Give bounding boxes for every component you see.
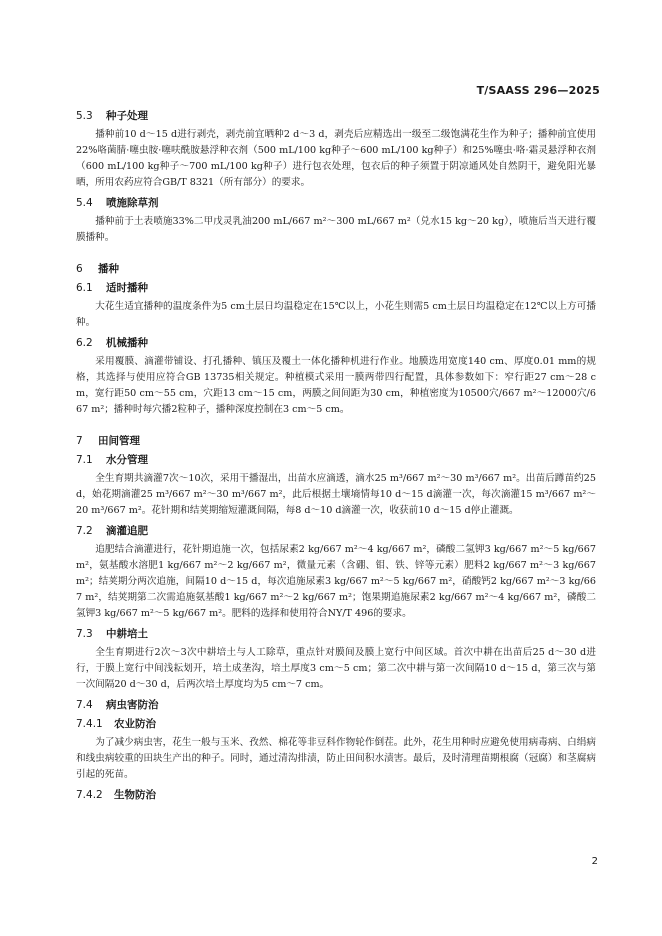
- section-7-4-1-text: 为了减少病虫害，花生一般与玉米、孜然、棉花等非豆科作物轮作倒茬。此外，花生用种时应避免使用病毒病、白绢病和线虫病较重的田块生产出的种子。同时，通过清沟排渍，防止田间积水渍害。最后，及时清理苗期根腐（冠腐）和茎腐病引起的死苗。: [76, 737, 596, 780]
- section-title: 喷施除草剂: [106, 197, 159, 209]
- section-title: 滴灌追肥: [106, 525, 148, 537]
- section-number: 6.2: [76, 337, 93, 349]
- section-7-4-1-heading: [76, 717, 596, 731]
- page-number: 2: [591, 856, 598, 867]
- section-title: 适时播种: [106, 282, 148, 294]
- section-number: 7.1: [76, 454, 93, 466]
- section-7-4-heading: [76, 698, 596, 712]
- section-6-2-heading: [76, 336, 596, 350]
- section-7-3-heading: [76, 627, 596, 641]
- section-7-3-text: 全生育期进行2次～3次中耕培土与人工除草，重点针对膜间及膜上宽行中间区域。首次中耕在出苗后25 d～30 d进行，于膜上宽行中间浅耘划开，培土成垄沟，培土厚度3 cm～5 cm；第二次中耕与第一次间隔10 d～15 d，第三次与第一次间隔20 d～30 d，后两次培土厚度均为5 cm～7 cm。: [76, 647, 596, 690]
- section-title: 机械播种: [106, 337, 148, 349]
- standard-code: T/SAASS 296—2025: [476, 84, 600, 97]
- section-7-4-2-heading: [76, 788, 596, 802]
- section-number: 7.2: [76, 525, 93, 537]
- section-6-2-text: 采用覆膜、滴灌带铺设、打孔播种、镇压及覆土一体化播种机进行作业。地膜选用宽度140 cm、厚度0.01 mm的规格，其选择与使用应符合GB 13735相关规定。种植模式采用一膜两带四行配置，具体参数如下：窄行距27 cm～28 cm，宽行距50 cm～55 cm，穴距13 cm～15 cm，两膜之间间距为30 cm，种植密度为10500穴/667 m²～12000穴/667 m²；播种时每穴播2粒种子，播种深度控制在3 cm～5 cm。: [76, 356, 596, 415]
- section-7-heading: [76, 434, 596, 448]
- section-7-2-heading: [76, 524, 596, 538]
- section-5-4-heading: [76, 196, 596, 210]
- section-title: 农业防治: [114, 718, 156, 730]
- section-number: 5.4: [76, 197, 93, 209]
- section-title: 水分管理: [106, 454, 148, 466]
- section-number: 6.1: [76, 282, 93, 294]
- section-7-1-heading: [76, 453, 596, 467]
- section-number: 7: [76, 435, 83, 447]
- section-5-4-text: 播种前于土表喷施33%二甲戊灵乳油200 mL/667 m²～300 mL/667 m²（兑水15 kg～20 kg），喷施后当天进行覆膜播种。: [76, 216, 596, 243]
- section-number: 7.3: [76, 628, 93, 640]
- section-title: 生物防治: [114, 789, 156, 801]
- section-title: 中耕培土: [106, 628, 148, 640]
- section-number: 6: [76, 263, 83, 275]
- section-6-1-heading: [76, 281, 596, 295]
- section-6-heading: [76, 262, 596, 276]
- section-7-2-text: 追肥结合滴灌进行，花针期追施一次，包括尿素2 kg/667 m²～4 kg/667 m²，磷酸二氢钾3 kg/667 m²～5 kg/667 m²，氨基酸水溶肥1 kg/667 m²～2 kg/667 m²，微量元素（含硼、钼、铁、锌等元素）肥料2 kg/667 m²～3 kg/667 m²；结荚期分两次追施，间隔10 d～15 d，每次追施尿素3 kg/667 m²～5 kg/667 m²，硝酸钙2 kg/667 m²～3 kg/667 m²，结荚期第二次需追施氨基酸1 kg/667 m²～2 kg/667 m²；饱果期追施尿素2 kg/667 m²～4 kg/667 m²，磷酸二氢钾3 kg/667 m²～5 kg/667 m²。肥料的选择和使用符合NY/T 496的要求。: [76, 544, 596, 619]
- section-title: 田间管理: [98, 435, 140, 447]
- section-number: 5.3: [76, 110, 93, 122]
- section-title: 播种: [98, 263, 119, 275]
- section-6-1-text: 大花生适宜播种的温度条件为5 cm土层日均温稳定在15℃以上，小花生则需5 cm土层日均温稳定在12℃以上方可播种。: [76, 301, 596, 328]
- section-number: 7.4.2: [76, 789, 103, 801]
- section-number: 7.4.1: [76, 718, 103, 730]
- section-number: 7.4: [76, 699, 93, 711]
- section-5-3-text: 播种前10 d～15 d进行剥壳，剥壳前宜晒种2 d～3 d，剥壳后应精选出一级至二级饱满花生作为种子；播种前宜使用22%咯菌腈·噻虫胺·噻呋酰胺悬浮种衣剂（500 mL/100 kg种子～600 mL/100 kg种子）和25%噻虫·咯·霜灵悬浮种衣剂（600 mL/100 kg种子～700 mL/100 kg种子）进行包衣处理，包衣后的种子须置于阴凉通风处自然阴干，避免阳光暴晒，所用农药应符合GB/T 8321（所有部分）的要求。: [76, 129, 596, 188]
- section-7-1-text: 全生育期共滴灌7次～10次，采用干播湿出，出苗水应滴透，滴水25 m³/667 m²～30 m³/667 m²。出苗后蹲苗约25 d，始花期滴灌25 m³/667 m²～30 m³/667 m²，此后根据土壤墒情每10 d～15 d滴灌一次，每次滴灌15 m³/667 m²～20 m³/667 m²。花针期和结荚期缩短灌溉间隔，每8 d～10 d滴灌一次，收获前10 d～15 d停止灌溉。: [76, 473, 596, 516]
- document-body: [76, 104, 596, 806]
- section-5-3-heading: [76, 109, 596, 123]
- section-title: 种子处理: [106, 110, 148, 122]
- section-title: 病虫害防治: [106, 699, 159, 711]
